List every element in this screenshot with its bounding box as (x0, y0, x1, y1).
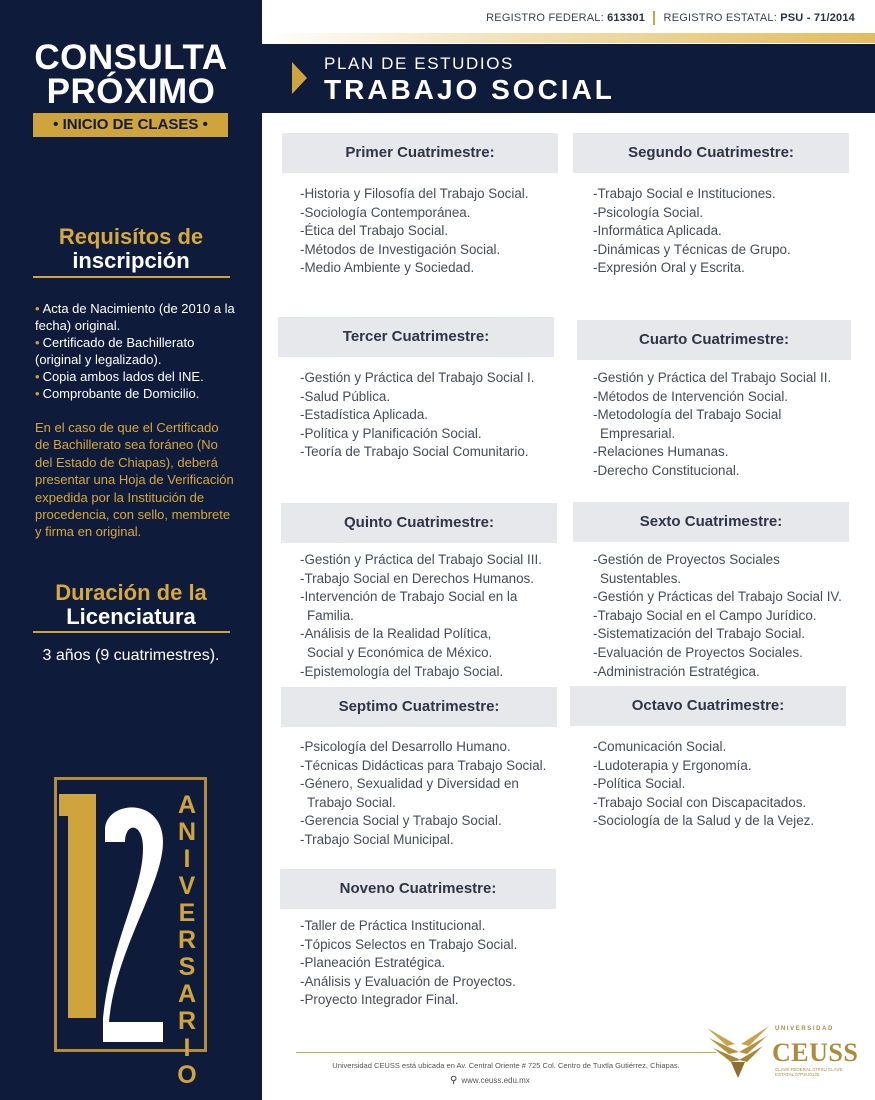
website-link[interactable]: ⚲ www.ceuss.edu.mx (450, 1075, 530, 1086)
subject-item: -Proyecto Integrador Final. (300, 992, 459, 1008)
state-registry-number: PSU - 71/2014 (780, 11, 855, 24)
program-banner (262, 44, 875, 113)
subject-item: -Gestión y Práctica del Trabajo Social I. (300, 370, 535, 385)
hero-line-2: PRÓXIMO (46, 72, 216, 111)
footer-divider (296, 1052, 716, 1053)
subject-item: Trabajo Social. (307, 794, 396, 810)
anniversary-text (173, 792, 201, 1089)
subject-item: -Ludoterapia y Ergonomía. (593, 757, 752, 773)
gold-gradient-line (262, 33, 875, 43)
anniversary-letter: A (177, 980, 197, 1008)
sidebar (0, 0, 262, 1100)
subject-item: -Sociología Contemporánea. (300, 204, 471, 220)
subject-item: -Gerencia Social y Trabajo Social. (300, 813, 502, 829)
term-subjects-4 (593, 369, 831, 481)
requirement-item: • Copia ambos lados del INE. (35, 369, 204, 384)
term-subjects-3 (300, 369, 534, 462)
subject-item: -Intervención de Trabajo Social en la (300, 589, 518, 605)
subject-item: -Dinámicas y Técnicas de Grupo. (593, 241, 791, 257)
subject-item: -Historia y Filosofía del Trabajo Social. (300, 186, 529, 201)
term-subjects-2 (593, 185, 791, 278)
logo-university-text: UNIVERSIDAD (775, 1026, 834, 1032)
subject-item: -Trabajo Social e Instituciones. (593, 186, 776, 201)
badge-digit-two (99, 790, 169, 1045)
duration-divider (33, 631, 230, 633)
requirements-title-1: Requisítos de (58, 224, 204, 249)
badge-digit-one (68, 794, 96, 1018)
anniversary-letter: O (177, 1061, 197, 1089)
subject-item: -Sistematización del Trabajo Social. (593, 626, 806, 642)
subject-item: -Metodología del Trabajo Social (593, 407, 782, 423)
subject-item: -Teoría de Trabajo Social Comunitario. (300, 444, 529, 460)
eagle-emblem-icon (705, 1022, 771, 1080)
subject-item: -Informática Aplicada. (593, 223, 722, 239)
term-header-7: Septimo Cuatrimestre: (281, 687, 557, 727)
subject-item: Familia. (307, 607, 354, 623)
subject-item: -Trabajo Social en Derechos Humanos. (300, 570, 534, 586)
term-header-6: Sexto Cuatrimestre: (573, 502, 849, 542)
requirement-item: • Acta de Nacimiento (de 2010 a la fecha) original. (35, 301, 235, 333)
term-header-8: Octavo Cuatrimestre: (570, 686, 846, 726)
term-header-4: Cuarto Cuatrimestre: (577, 320, 851, 360)
anniversary-letter: R (177, 1007, 197, 1035)
hero-line-1: CONSULTA (34, 38, 228, 77)
subject-item: -Medio Ambiente y Sociedad. (300, 260, 475, 276)
duration-title-2: Licenciatura (66, 604, 196, 629)
subject-item: Empresarial. (600, 425, 676, 441)
logo-name: CEUSS (772, 1038, 859, 1067)
requirement-item: • Certificado de Bachillerato (original y legalizado). (35, 335, 195, 367)
logo-small-text: CLAVE FEDERAL 07PSU CLAVE ESTATAL 07PSU0125 (775, 1067, 843, 1077)
requirements-divider (33, 276, 230, 278)
term-header-3: Tercer Cuatrimestre: (278, 317, 554, 357)
foreign-certificate-note: En el caso de que el Certificado de Bachillerato sea foráneo (No del Estado de Chiapas), deberá presentar una Hoja de Verificación expedida por la Institución de procedencia, con sello, membrete y firma en original. (35, 420, 234, 540)
program-title: TRABAJO SOCIAL (324, 74, 615, 105)
anniversary-letter: E (178, 899, 196, 927)
subject-item: -Gestión y Práctica del Trabajo Social II. (593, 370, 832, 385)
subject-item: -Gestión de Proyectos Sociales (593, 552, 780, 567)
subject-item: -Sociología de la Salud y de la Vejez. (593, 813, 815, 829)
subject-item: -Trabajo Social Municipal. (300, 831, 454, 847)
globe-icon: ⚲ (450, 1075, 458, 1086)
requirement-item: • Comprobante de Domicilio. (35, 386, 200, 401)
subject-item: -Estadística Aplicada. (300, 407, 429, 423)
anniversary-letter: I (183, 1034, 191, 1062)
subject-item: -Derecho Constitucional. (593, 462, 740, 478)
subject-item: -Política y Planificación Social. (300, 425, 482, 441)
requirements-list (35, 300, 235, 402)
subject-item: -Técnicas Didácticas para Trabajo Social. (300, 757, 547, 773)
anniversary-letter: S (178, 953, 196, 981)
term-header-2: Segundo Cuatrimestre: (573, 133, 849, 173)
federal-registry-number: 613301 (607, 11, 646, 24)
subject-item: -Expresión Oral y Escrita. (593, 260, 745, 276)
subject-item: -Taller de Práctica Institucional. (300, 918, 486, 933)
start-classes-pill: • INICIO DE CLASES • (33, 113, 228, 137)
subject-item: -Epistemología del Trabajo Social. (300, 663, 504, 679)
anniversary-letter: I (183, 845, 191, 873)
subject-item: -Ética del Trabajo Social. (300, 223, 449, 239)
registration-info: REGISTRO FEDERAL: 613301 REGISTRO ESTATAL: PSU - 71/2014 (486, 11, 855, 24)
subject-item: Social y Económica de México. (307, 644, 493, 660)
term-header-1: Primer Cuatrimestre: (282, 133, 558, 173)
duration-title-1: Duración de la (55, 580, 207, 605)
anniversary-letter: N (177, 818, 197, 846)
term-header-9: Noveno Cuatrimestre: (280, 869, 556, 909)
subject-item: -Administración Estratégica. (593, 663, 760, 679)
subject-item: -Gestión y Prácticas del Trabajo Social IV. (593, 589, 842, 605)
subject-item: -Comunicación Social. (593, 739, 727, 754)
subject-item: -Evaluación de Proyectos Sociales. (593, 644, 803, 660)
subject-item: -Planeación Estratégica. (300, 955, 446, 971)
subject-item: -Métodos de Intervención Social. (593, 388, 789, 404)
subject-item: -Política Social. (593, 776, 686, 792)
requirements-title-2: inscripción (72, 248, 190, 273)
anniversary-badge (54, 777, 207, 1089)
subject-item: -Tópicos Selectos en Trabajo Social. (300, 936, 518, 952)
anniversary-letter: A (177, 791, 197, 819)
subject-item: -Salud Pública. (300, 388, 391, 404)
subject-item: -Relaciones Humanas. (593, 444, 729, 460)
subject-item: -Psicología Social. (593, 204, 704, 220)
term-subjects-9 (300, 917, 517, 1010)
campus-address: Universidad CEUSS está ubicada en Av. Central Oriente # 725 Col. Centro de Tuxtla Gutiérrez, Chiapas. (332, 1061, 680, 1070)
subject-item: -Trabajo Social con Discapacitados. (593, 794, 807, 810)
ceuss-logo (705, 1022, 865, 1082)
banner-subtitle: PLAN DE ESTUDIOS (324, 54, 514, 73)
duration-text: 3 años (9 cuatrimestres). (42, 647, 220, 664)
term-subjects-6 (593, 551, 842, 681)
term-subjects-1 (300, 185, 528, 278)
term-header-5: Quinto Cuatrimestre: (281, 503, 557, 543)
subject-item: -Género, Sexualidad y Diversidad en (300, 776, 519, 792)
subject-item: -Trabajo Social en el Campo Jurídico. (593, 607, 817, 623)
anniversary-letter: V (178, 872, 196, 900)
term-subjects-7 (300, 738, 546, 850)
subject-item: -Análisis de la Realidad Política, (300, 626, 492, 642)
chevron-right-icon (292, 62, 307, 94)
subject-item: -Psicología del Desarrollo Humano. (300, 739, 511, 754)
anniversary-letter: R (177, 926, 197, 954)
registry-separator (653, 11, 655, 25)
subject-item: -Análisis y Evaluación de Proyectos. (300, 973, 516, 989)
subject-item: -Gestión y Práctica del Trabajo Social III. (300, 552, 542, 567)
term-subjects-8 (593, 738, 814, 831)
term-subjects-5 (300, 551, 542, 681)
subject-item: -Métodos de Investigación Social. (300, 241, 501, 257)
subject-item: Sustentables. (600, 570, 682, 586)
